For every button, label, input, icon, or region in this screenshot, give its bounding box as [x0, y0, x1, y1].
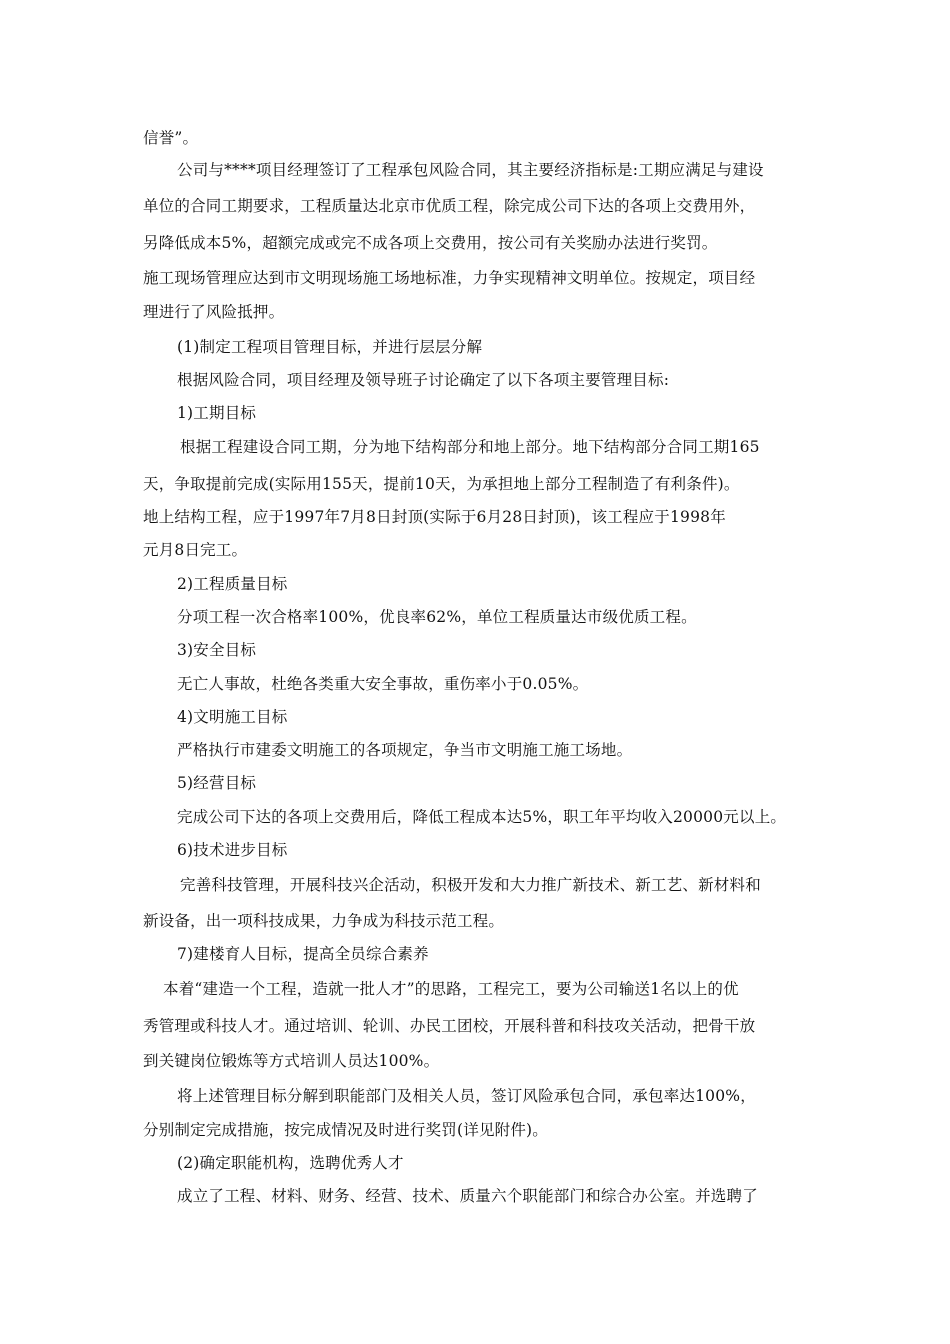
- text-line: 成立了工程、材料、财务、经营、技术、质量六个职能部门和综合办公室。并选聘了: [177, 1187, 758, 1205]
- text-line: 将上述管理目标分解到职能部门及相关人员，签订风险承包合同，承包率达100%，: [177, 1087, 756, 1105]
- text-line: 理进行了风险抵押。: [143, 303, 285, 321]
- text-line: 7)建楼育人目标，提高全员综合素养: [177, 945, 429, 963]
- text-line: 完成公司下达的各项上交费用后，降低工程成本达5%，职工年平均收入20000元以上。: [177, 808, 787, 826]
- text-line: 地上结构工程，应于1997年7月8日封顶(实际于6月28日封顶)，该工程应于1998年: [143, 508, 726, 526]
- text-line: 5)经营目标: [177, 774, 257, 792]
- text-line: 6)技术进步目标: [177, 841, 288, 859]
- text-line: 严格执行市建委文明施工的各项规定，争当市文明施工施工场地。: [177, 741, 633, 759]
- text-line: 无亡人事故，杜绝各类重大安全事故，重伤率小于0.05%。: [177, 675, 589, 693]
- text-line: 根据工程建设合同工期，分为地下结构部分和地上部分。地下结构部分合同工期165: [180, 438, 760, 456]
- text-line: 到关键岗位锻炼等方式培训人员达100%。: [143, 1052, 440, 1070]
- text-line: 元月8日完工。: [143, 541, 248, 559]
- text-line: (2)确定职能机构，选聘优秀人才: [177, 1154, 404, 1172]
- text-line: 信誉”。: [143, 129, 199, 147]
- text-line: 分项工程一次合格率100%，优良率62%，单位工程质量达市级优质工程。: [177, 608, 697, 626]
- text-line: 另降低成本5%，超额完成或完不成各项上交费用，按公司有关奖励办法进行奖罚。: [143, 234, 718, 252]
- text-line: 施工现场管理应达到市文明现场施工场地标准，力争实现精神文明单位。按规定，项目经: [143, 269, 756, 287]
- text-line: 本着“建造一个工程，造就一批人才”的思路，工程完工，要为公司输送1名以上的优: [163, 980, 739, 998]
- text-line: 天，争取提前完成(实际用155天，提前10天，为承担地上部分工程制造了有利条件)。: [143, 475, 740, 493]
- text-line: (1)制定工程项目管理目标，并进行层层分解: [177, 338, 483, 356]
- text-line: 1)工期目标: [177, 404, 257, 422]
- text-line: 4)文明施工目标: [177, 708, 288, 726]
- text-line: 单位的合同工期要求，工程质量达北京市优质工程，除完成公司下达的各项上交费用外，: [143, 197, 756, 215]
- text-line: 根据风险合同，项目经理及领导班子讨论确定了以下各项主要管理目标:: [177, 371, 670, 389]
- text-line: 完善科技管理，开展科技兴企活动，积极开发和大力推广新技术、新工艺、新材料和: [180, 876, 761, 894]
- text-line: 秀管理或科技人才。通过培训、轮训、办民工团校，开展科普和科技攻关活动，把骨干放: [143, 1017, 756, 1035]
- text-line: 分别制定完成措施，按完成情况及时进行奖罚(详见附件)。: [143, 1121, 548, 1139]
- text-line: 新设备，出一项科技成果，力争成为科技示范工程。: [143, 912, 505, 930]
- text-line: 3)安全目标: [177, 641, 257, 659]
- text-line: 公司与****项目经理签订了工程承包风险合同，其主要经济指标是:工期应满足与建设: [177, 161, 764, 179]
- text-line: 2)工程质量目标: [177, 575, 288, 593]
